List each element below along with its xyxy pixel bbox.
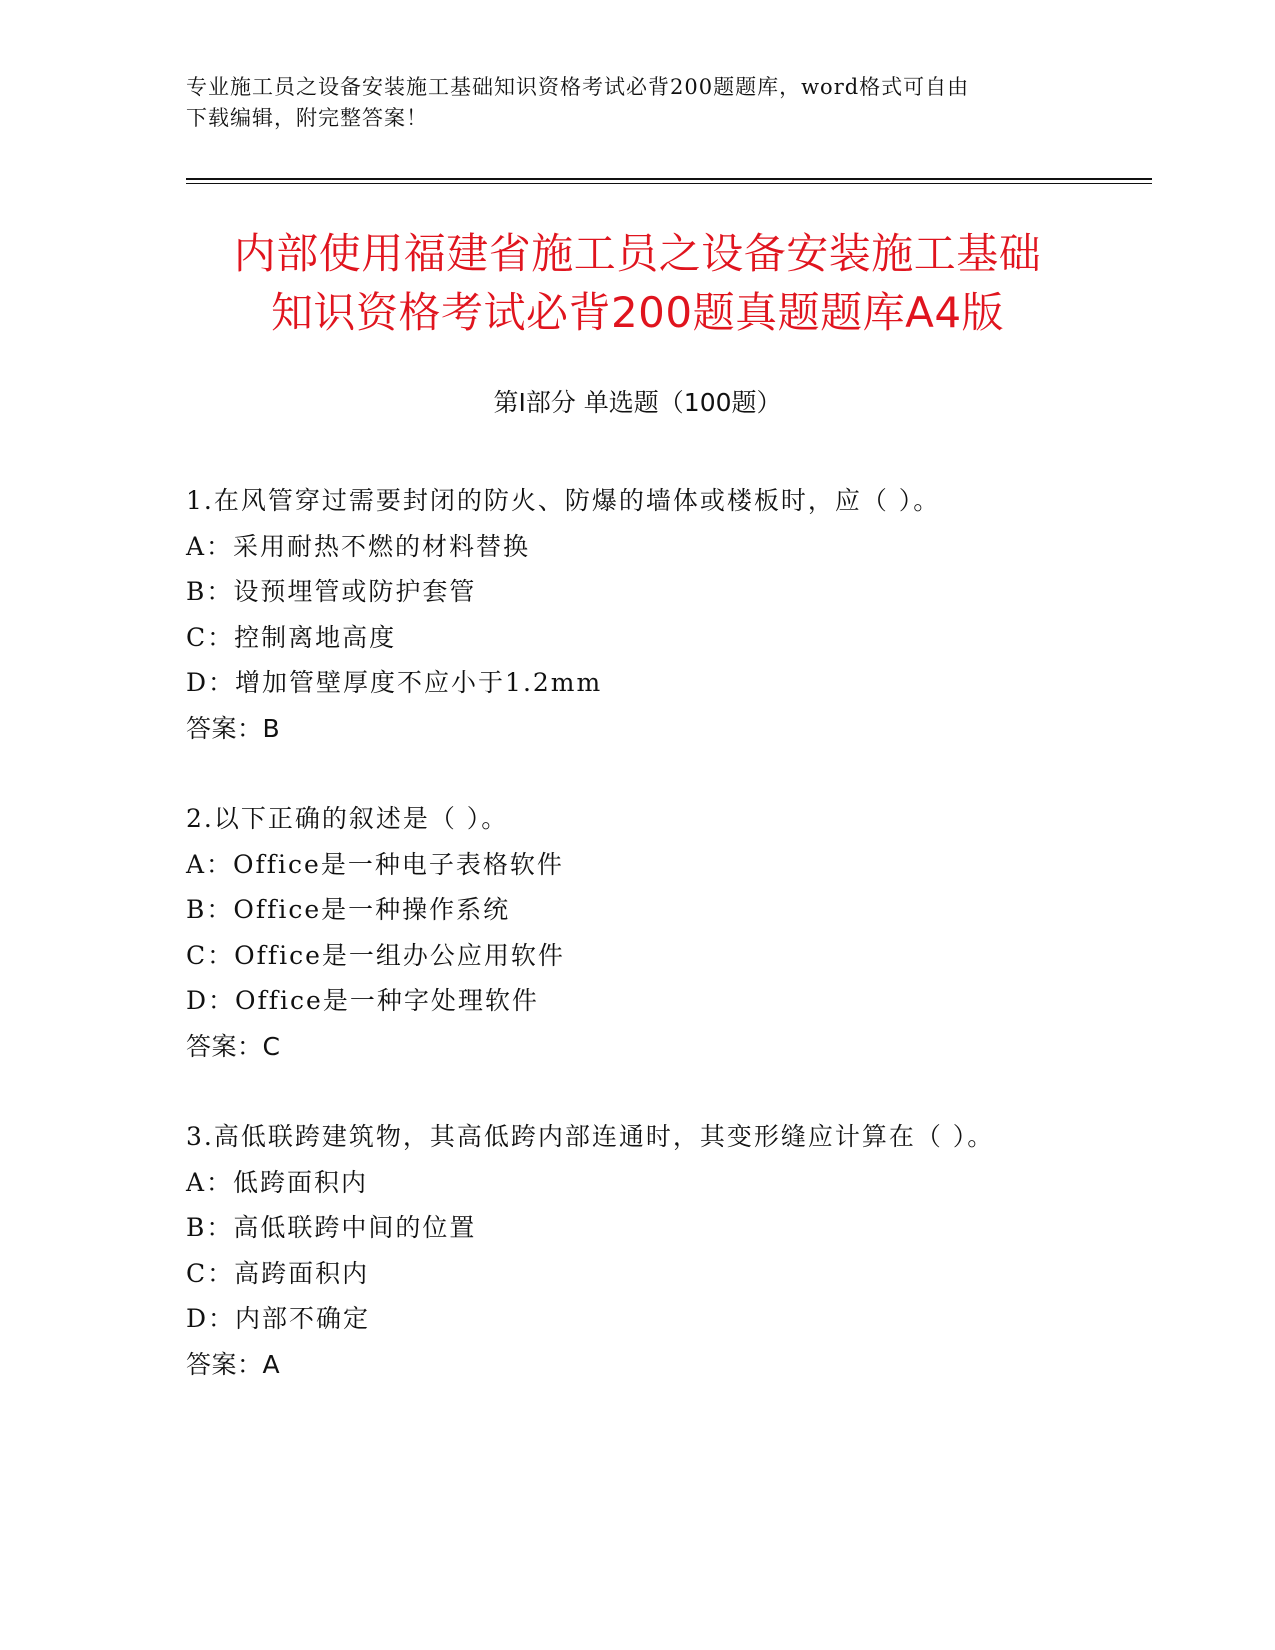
question-2 [186,796,1186,1069]
answer: 答案：B [186,713,281,743]
option-b: B：高低联跨中间的位置 [186,1213,477,1242]
option-d: D：Office是一种字处理软件 [186,986,539,1015]
question-stem: 3.高低联跨建筑物，其高低跨内部连通时，其变形缝应计算在（ ）。 [186,1122,995,1151]
document-title [100,224,1175,342]
header-divider-thin [186,183,1152,184]
option-a: A：采用耐热不燃的材料替换 [186,531,531,561]
header-note [186,72,1086,134]
option-a: A：Office是一种电子表格软件 [186,849,564,879]
question-1 [186,478,1186,751]
question-stem: 2.以下正确的叙述是（ ）。 [186,804,509,833]
question-stem: 1.在风管穿过需要封闭的防火、防爆的墙体或楼板时，应（ ）。 [186,486,941,515]
option-d: D：增加管壁厚度不应小于1.2mm [186,668,603,697]
option-d: D：内部不确定 [186,1304,371,1333]
document-title-line-1: 内部使用福建省施工员之设备安装施工基础 [233,229,1042,278]
header-note-line-2: 下载编辑，附完整答案！ [186,106,428,130]
answer: 答案：C [186,1031,281,1061]
answer: 答案：A [186,1349,281,1379]
option-b: B：Office是一种操作系统 [186,895,511,924]
option-c: C：Office是一组办公应用软件 [186,940,565,970]
option-c: C：控制离地高度 [186,622,397,652]
header-divider-thick [186,178,1152,180]
option-c: C：高跨面积内 [186,1258,370,1288]
header-note-line-1: 专业施工员之设备安装施工基础知识资格考试必背200题题库，word格式可自由 [186,75,970,99]
document-title-line-2: 知识资格考试必背200题真题题库A4版 [270,288,1005,337]
option-b: B：设预埋管或防护套管 [186,577,477,606]
option-a: A：低跨面积内 [186,1167,369,1197]
section-title: 第Ⅰ部分 单选题（100题） [493,388,782,417]
question-3 [186,1114,1186,1387]
